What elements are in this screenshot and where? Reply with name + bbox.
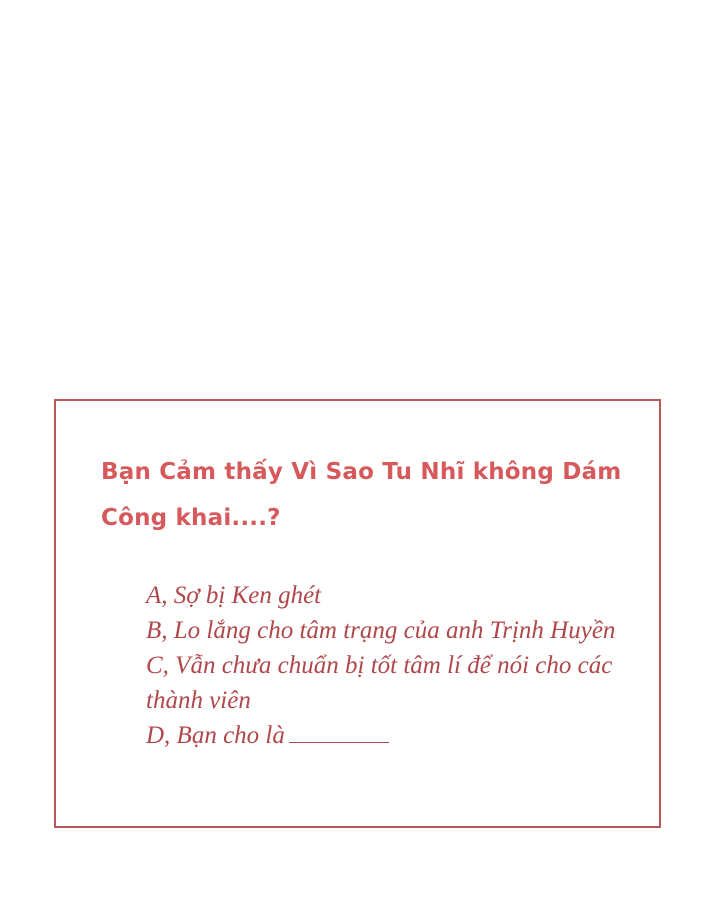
answer-option-d-label: D, Bạn cho là [146,722,285,749]
answer-option-c: C, Vẫn chưa chuẩn bị tốt tâm lí để nói cho các thành viên [146,652,613,714]
quiz-question: Bạn Cảm thấy Vì Sao Tu Nhĩ không Dám Công khai....? [101,459,622,531]
answer-option-a: A, Sợ bị Ken ghét [146,582,322,609]
quiz-box [54,399,661,828]
answer-option-d [146,718,636,753]
answer-options-list [146,578,636,753]
answer-blank-line [289,718,389,743]
answer-option-b: B, Lo lắng cho tâm trạng của anh Trịnh Huyền [146,617,616,644]
